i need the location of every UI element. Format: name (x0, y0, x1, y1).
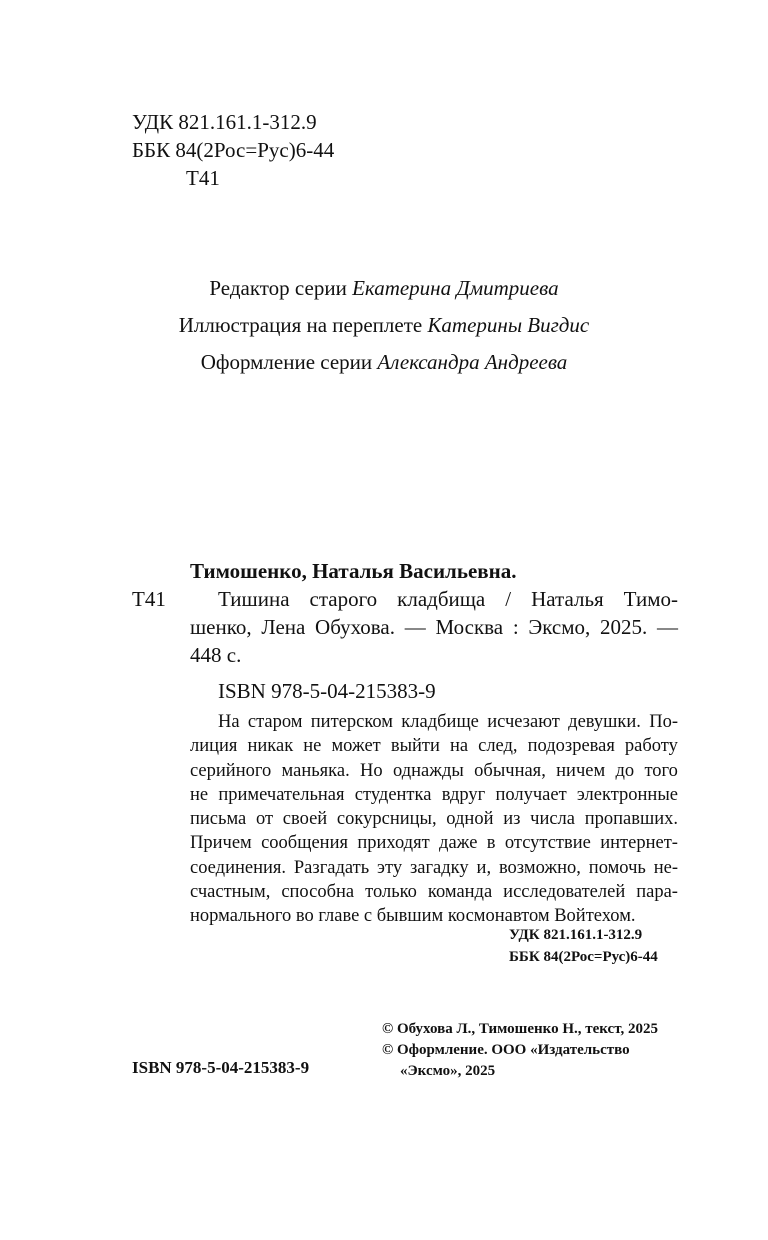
annotation-line: серийного маньяка. Но однажды обычная, ничем до того (190, 760, 678, 781)
credit-role: Редактор серии (209, 276, 347, 300)
copyright-design: © Оформление. ООО «Издательство (382, 1042, 630, 1058)
copyright-text: © Обухова Л., Тимошенко Н., текст, 2025 (382, 1021, 658, 1037)
bbk-code-small: ББК 84(2Рос=Рус)6-44 (509, 949, 658, 965)
annotation-line: На старом питерском кладбище исчезают девушки. По- (218, 712, 678, 732)
udk-code: УДК 821.161.1-312.9 (132, 110, 317, 134)
isbn-in-record: ISBN 978-5-04-215383-9 (218, 679, 436, 703)
author-heading: Тимошенко, Наталья Васильевна. (190, 559, 517, 583)
annotation-line: нормального во главе с бывшим космонавтом Войтехом. (190, 906, 636, 927)
bib-line: 448 с. (190, 643, 242, 667)
annotation (190, 710, 678, 929)
bibliographic-description (190, 585, 678, 669)
credit-role: Оформление серии (200, 350, 373, 374)
annotation-line: соединения. Разгадать эту загадку и, возможно, помочь не- (190, 857, 678, 878)
annotation-line: лиция никак не может выйти на след, подозревая работу (190, 736, 678, 757)
udk-code-small: УДК 821.161.1-312.9 (509, 927, 643, 943)
credits-block (0, 270, 768, 381)
credit-cover-illustration (0, 307, 768, 344)
catalog-author-mark: Т41 (132, 587, 166, 611)
annotation-line: письма от своей сокурсницы, одной из числа пропавших. (190, 809, 678, 830)
credit-name: Екатерина Дмитриева (352, 276, 559, 300)
annotation-line: счастным, способна только команда исследователей пара- (190, 882, 678, 903)
classification-codes (509, 924, 658, 968)
bib-line: Тишина старого кладбища / Наталья Тимо- (218, 587, 678, 611)
credit-series-editor (0, 270, 768, 307)
credit-role: Иллюстрация на переплете (178, 313, 423, 337)
credit-name: Катерины Вигдис (427, 313, 590, 337)
copyright-publisher: «Эксмо», 2025 (400, 1063, 496, 1079)
annotation-line: Причем сообщения приходят даже в отсутствие интернет- (190, 833, 678, 854)
bbk-code: ББК 84(2Рос=Рус)6-44 (132, 138, 335, 162)
top-classification-block (132, 108, 334, 192)
copyright-block (382, 1019, 658, 1082)
credit-series-design (0, 344, 768, 381)
annotation-line: не примечательная студентка вдруг получает электронные (190, 784, 678, 805)
bib-line: шенко, Лена Обухова. — Москва : Эксмо, 2025. — (190, 615, 678, 639)
isbn-bottom: ISBN 978-5-04-215383-9 (132, 1058, 310, 1077)
credit-name: Александра Андреева (377, 350, 568, 374)
author-mark: Т41 (186, 166, 220, 190)
